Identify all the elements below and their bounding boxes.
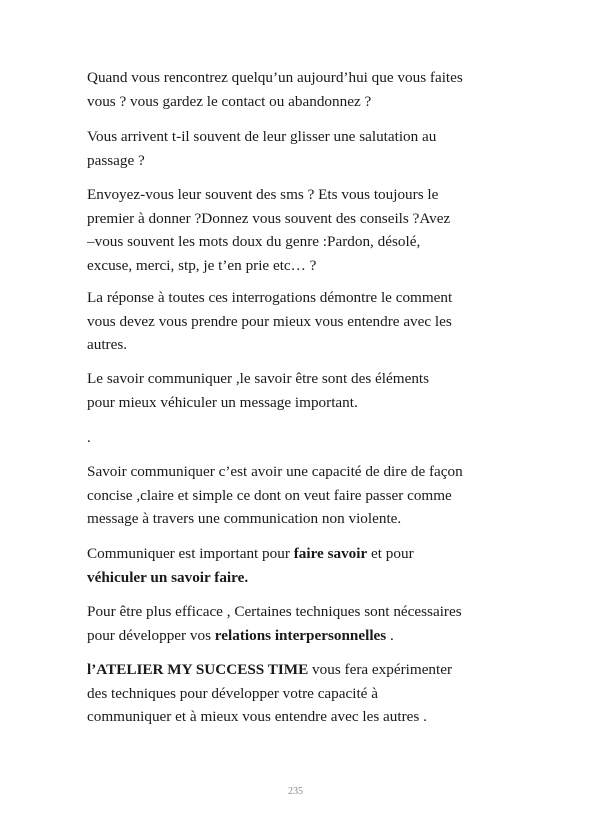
bold-text: relations interpersonnelles: [214, 626, 387, 644]
paragraph-2: [87, 125, 505, 172]
paragraph-1: [87, 66, 505, 113]
text-line: [87, 624, 505, 648]
text-line: concise ,claire et simple ce dont on veut faire passer comme: [87, 486, 452, 504]
text-line: des techniques pour développer votre capacité à: [87, 684, 378, 702]
paragraph-9: [87, 600, 505, 647]
bold-text: faire savoir: [293, 545, 368, 562]
text-line: –vous souvent les mots doux du genre :Pardon, désolé,: [87, 233, 421, 250]
text-line: Envoyez-vous leur souvent des sms ? Ets vous toujours le: [87, 186, 439, 203]
text-line: .: [87, 429, 91, 446]
paragraph-5: [87, 367, 505, 414]
text-line: [87, 542, 505, 566]
text-line: Pour être plus efficace , Certaines techniques sont nécessaires: [87, 603, 462, 620]
text-line: Savoir communiquer c’est avoir une capacité de dire de façon: [87, 463, 463, 480]
paragraph-4: [87, 286, 505, 357]
text-line: premier à donner ?Donnez vous souvent des conseils ?Avez: [87, 209, 451, 227]
bold-text: véhiculer un savoir faire.: [87, 568, 249, 586]
text-segment: .: [386, 626, 394, 644]
text-line: La réponse à toutes ces interrogations démontre le comment: [87, 289, 453, 306]
text-line: pour mieux véhiculer un message important.: [87, 393, 358, 411]
text-line: [87, 566, 505, 590]
text-line: autres.: [87, 336, 128, 353]
text-segment: pour développer vos: [87, 626, 215, 644]
text-segment: Communiquer est important pour: [87, 545, 294, 562]
paragraph-7: [87, 460, 505, 531]
text-segment: vous fera expérimenter: [308, 661, 453, 678]
paragraph-3: [87, 183, 505, 277]
text-line: passage ?: [87, 151, 145, 169]
text-line: excuse, merci, stp, je t’en prie etc… ?: [87, 256, 317, 274]
paragraph-10: [87, 658, 505, 729]
text-line: Quand vous rencontrez quelqu’un aujourd’hui que vous faites: [87, 69, 463, 86]
text-line: [87, 658, 505, 682]
paragraph-6: [87, 426, 505, 450]
text-line: vous devez vous prendre pour mieux vous entendre avec les: [87, 312, 452, 330]
text-line: Vous arrivent t-il souvent de leur glisser une salutation au: [87, 128, 437, 145]
text-line: communiquer et à mieux vous entendre avec les autres .: [87, 708, 427, 725]
paragraph-8: [87, 542, 505, 589]
text-segment: et pour: [367, 545, 414, 562]
text-line: Le savoir communiquer ,le savoir être sont des éléments: [87, 370, 430, 387]
text-line: message à travers une communication non violente.: [87, 510, 402, 527]
text-line: vous ? vous gardez le contact ou abandonnez ?: [87, 92, 372, 110]
bold-text: l’ATELIER MY SUCCESS TIME: [87, 661, 309, 678]
page-number: 235: [288, 786, 303, 797]
